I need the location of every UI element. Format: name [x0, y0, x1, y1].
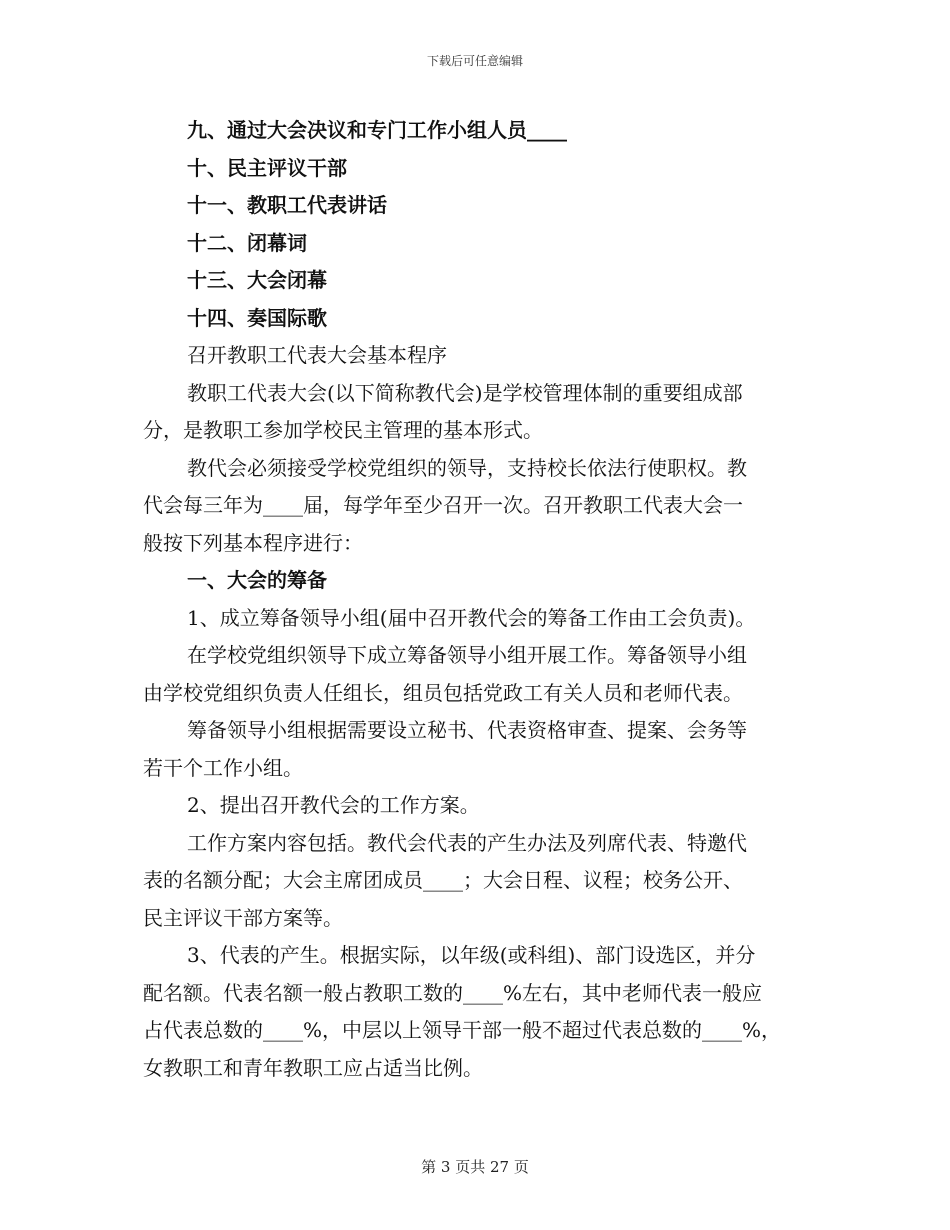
section-heading: 十一、教职工代表讲话 — [187, 193, 387, 217]
text-line: 召开教职工代表大会基本程序 — [187, 343, 447, 367]
text-line: 工作方案内容包括。教代会代表的产生办法及列席代表、特邀代 — [187, 830, 747, 855]
section-heading: 十、民主评议干部 — [187, 155, 347, 180]
text-line: 教代会必须接受学校党组织的领导，支持校长依法行使职权。教 — [187, 455, 747, 480]
text-line: 民主评议干部方案等。 — [143, 905, 343, 930]
text-line: 教职工代表大会(以下简称教代会)是学校管理体制的重要组成部 — [187, 380, 743, 405]
text-line: 女教职工和青年教职工应占适当比例。 — [143, 1055, 483, 1080]
document-body — [143, 112, 803, 1087]
page-header: 下载后可任意编辑 — [426, 54, 523, 68]
text-line: 2、提出召开教代会的工作方案。 — [187, 793, 480, 817]
text-line: 1、成立筹备领导小组(届中召开教代会的筹备工作由工会负责)。 — [187, 605, 756, 630]
section-heading: 九、通过大会决议和专门工作小组人员____ — [187, 118, 567, 142]
text-line: 若干个工作小组。 — [143, 755, 303, 780]
text-line: 占代表总数的____%，中层以上领导干部一般不超过代表总数的____%， — [143, 1018, 782, 1042]
section-heading: 十三、大会闭幕 — [187, 268, 327, 292]
section-heading: 十四、奏国际歌 — [187, 305, 327, 330]
text-line: 般按下列基本程序进行： — [143, 530, 363, 555]
page-footer: 第 3 页共 27 页 — [421, 1158, 529, 1176]
text-line: 代会每三年为____届，每学年至少召开一次。召开教职工代表大会一 — [143, 493, 743, 517]
text-line: 配名额。代表名额一般占教职工数的____%左右，其中老师代表一般应 — [143, 980, 763, 1005]
text-line: 表的名额分配；大会主席团成员____；大会日程、议程；校务公开、 — [143, 868, 743, 892]
text-line: 在学校党组织领导下成立筹备领导小组开展工作。筹备领导小组 — [187, 643, 747, 667]
section-heading: 十二、闭幕词 — [187, 230, 307, 255]
text-line: 由学校党组织负责人任组长，组员包括党政工有关人员和老师代表。 — [143, 680, 743, 705]
text-line: 分，是教职工参加学校民主管理的基本形式。 — [143, 418, 543, 442]
section-heading: 一、大会的筹备 — [187, 568, 327, 592]
text-line: 筹备领导小组根据需要设立秘书、代表资格审查、提案、会务等 — [187, 718, 747, 742]
text-line: 3、代表的产生。根据实际，以年级(或科组)、部门设选区，并分 — [187, 943, 756, 967]
